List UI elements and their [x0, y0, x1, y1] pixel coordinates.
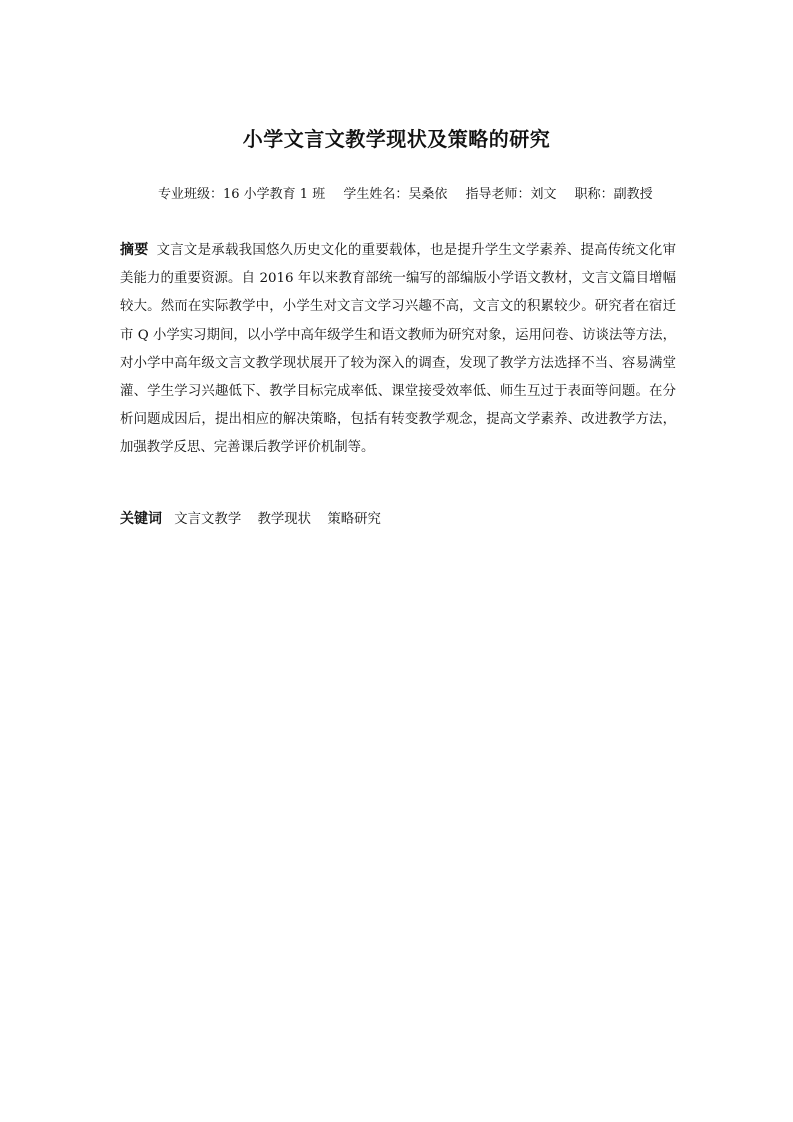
keyword-item: 策略研究	[327, 512, 381, 527]
advisor-rank: 职称：副教授	[574, 187, 653, 202]
keywords-label: 关键词	[120, 511, 162, 527]
keyword-item: 文言文教学	[174, 512, 242, 527]
major-class: 专业班级：16 小学教育 1 班	[158, 187, 326, 202]
abstract-label: 摘要	[120, 242, 149, 258]
abstract-section	[120, 236, 676, 463]
keyword-item: 教学现状	[257, 512, 312, 527]
abstract-text: 文言文是承载我国悠久历史文化的重要载体，也是提升学生文学素养、提高传统文化审美能力的重要资源。自 2016 年以来教育部统一编写的部编版小学语文教材，文言文篇目增幅较大。然而在实际教学中，小学生对文言文学习兴趣不高，文言文的积累较少。研究者在宿迁市 Q 小学实习期间，以小学中高年级学生和语文教师为研究对象，运用问卷、访谈法等方法，对小学中高年级文言文教学现状展开了较为深入的调查，发现了教学方法选择不当、容易满堂灌、学生学习兴趣低下、教学目标完成率低、课堂接受效率低、师生互过于表面等问题。在分析问题成因后，提出相应的解决策略，包括有转变教学观念，提高文学素养、改进教学方法，加强教学反思、完善课后教学评价机制等。	[120, 243, 677, 456]
paper-title: 小学文言文教学现状及策略的研究	[242, 127, 551, 151]
student-name: 学生姓名：吴桑依	[343, 187, 448, 202]
author-info-line	[158, 185, 698, 205]
advisor-name: 指导老师：刘文	[465, 187, 557, 202]
keywords-section	[120, 507, 676, 532]
